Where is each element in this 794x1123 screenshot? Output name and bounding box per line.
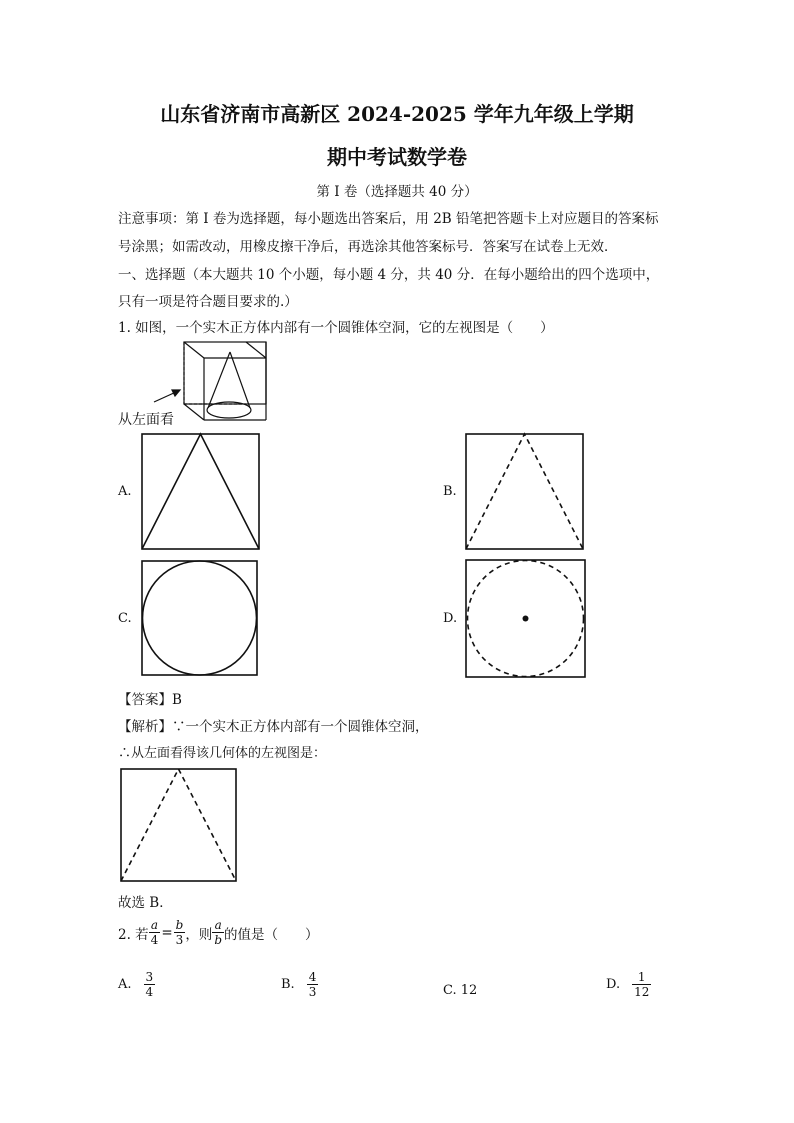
answer-left-view-figure xyxy=(120,768,237,882)
view-direction-caption: 从左面看 xyxy=(118,412,174,428)
question-2-stem xyxy=(118,918,319,947)
answer-line: 【答案】B xyxy=(118,692,182,708)
q2-option-b-label: B. xyxy=(281,977,295,992)
q2-middle: ，则 xyxy=(185,926,213,943)
fraction-numerator: a xyxy=(149,918,161,933)
q2-equals: = xyxy=(161,924,173,941)
paper-title-line2: 期中考试数学卷 xyxy=(327,145,467,169)
analysis-line-2: ∴从左面看得该几何体的左视图是： xyxy=(118,746,327,761)
q2-fraction-b-over-3 xyxy=(174,918,186,947)
notice-line-2: 号涂黑；如需改动，用橡皮擦干净后，再选涂其他答案标号．答案写在试卷上无效． xyxy=(118,239,618,255)
part-one-line-2: 只有一项是符合题目要求的.） xyxy=(118,294,298,310)
q2-option-c: C. 12 xyxy=(443,983,478,998)
option-b-figure xyxy=(465,433,584,550)
q2-option-a-label: A. xyxy=(118,977,132,992)
option-d-figure xyxy=(465,559,586,678)
option-b-label: B. xyxy=(443,484,457,499)
question-1-stem: 1. 如图，一个实木正方体内部有一个圆锥体空洞，它的左视图是（ ） xyxy=(118,320,554,336)
q2-option-a-fraction xyxy=(144,970,156,999)
fraction-numerator: 1 xyxy=(632,970,651,985)
fraction-numerator: 3 xyxy=(145,970,154,984)
q2-option-b xyxy=(281,970,318,999)
q2-option-b-fraction xyxy=(307,970,319,999)
option-c-figure xyxy=(141,560,258,676)
fraction-denominator: b xyxy=(214,933,222,947)
option-c-label: C. xyxy=(118,611,132,626)
analysis-line-1: 【解析】∵一个实木正方体内部有一个圆锥体空洞， xyxy=(118,719,429,735)
q2-suffix: 的值是（ ） xyxy=(224,926,319,943)
conclusion-line: 故选 B． xyxy=(118,895,173,911)
fraction-numerator: a xyxy=(212,918,224,933)
part-one-line-1: 一、选择题（本大题共 10 个小题，每小题 4 分，共 40 分．在每小题给出的四个选项中， xyxy=(118,267,660,283)
section-heading: 第 I 卷（选择题共 40 分） xyxy=(316,184,478,200)
q2-option-a xyxy=(118,970,155,999)
paper-title-line1: 山东省济南市高新区 2024-2025 学年九年级上学期 xyxy=(160,102,634,126)
option-a-label: A. xyxy=(118,484,132,499)
q2-prefix: 2. 若 xyxy=(118,926,149,943)
fraction-denominator: 4 xyxy=(145,985,154,999)
option-d-label: D. xyxy=(443,611,458,626)
q2-option-d-fraction xyxy=(632,970,651,999)
fraction-numerator: b xyxy=(175,918,184,932)
notice-line-1: 注意事项：第 I 卷为选择题，每小题选出答案后，用 2B 铅笔把答题卡上对应题目的答案标 xyxy=(118,211,659,227)
option-a-figure xyxy=(141,433,260,550)
fraction-denominator: 12 xyxy=(634,985,650,999)
q2-option-d xyxy=(606,970,651,999)
fraction-numerator: 4 xyxy=(308,970,317,984)
q2-option-d-label: D. xyxy=(606,977,621,992)
fraction-denominator: 3 xyxy=(308,985,317,999)
q2-fraction-a-over-b xyxy=(212,918,224,947)
fraction-denominator: 4 xyxy=(150,933,159,947)
q2-fraction-a-over-4 xyxy=(149,918,161,947)
fraction-denominator: 3 xyxy=(175,933,184,947)
